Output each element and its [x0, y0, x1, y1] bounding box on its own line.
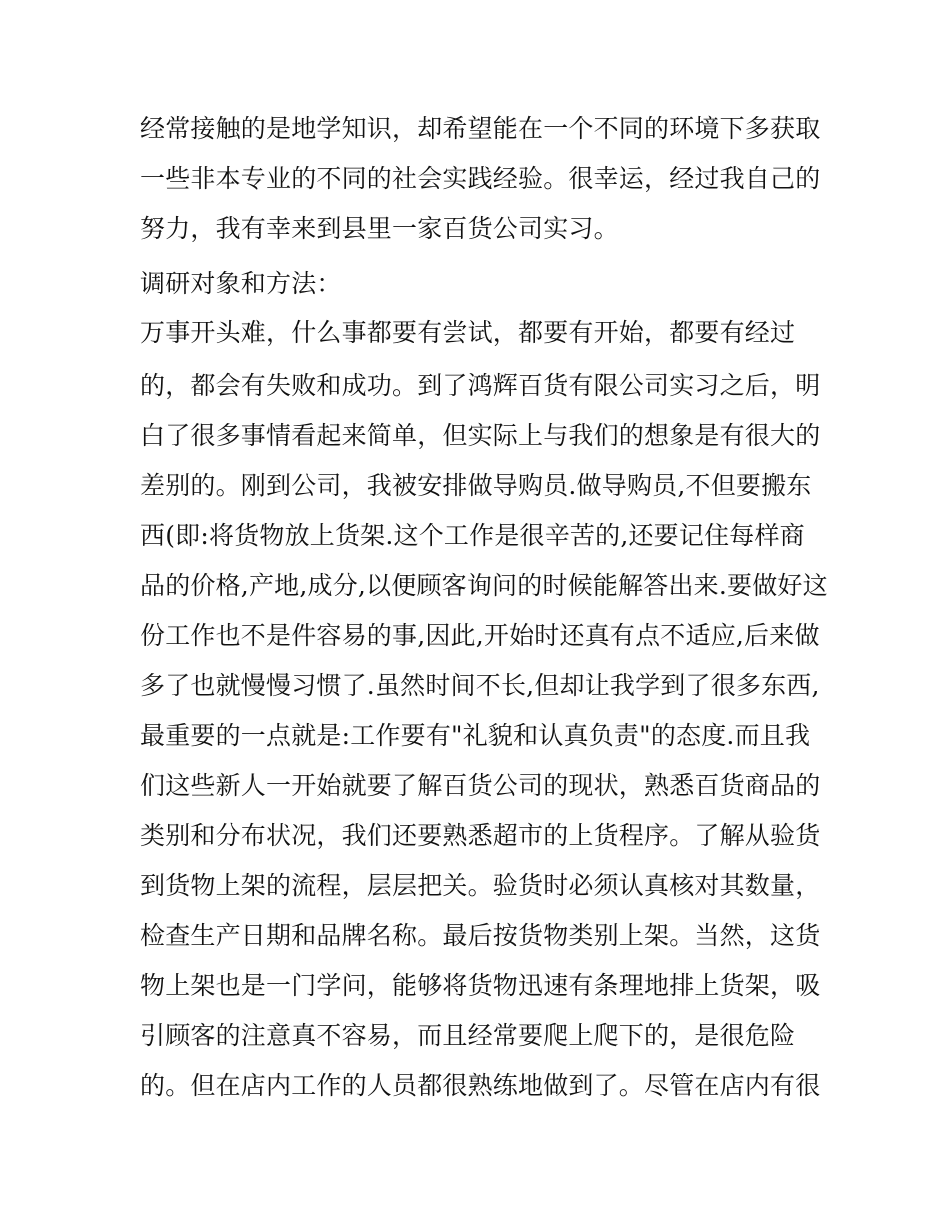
text-line: 西(即:将货物放上货架.这个工作是很辛苦的,还要记住每样商 [140, 521, 805, 550]
text-line: 份工作也不是件容易的事,因此,开始时还真有点不适应,后来做 [140, 621, 820, 650]
text-line: 努力，我有幸来到县里一家百货公司实习。 [140, 214, 619, 243]
text-line: 经常接触的是地学知识，却希望能在一个不同的环境下多获取 [140, 114, 821, 143]
text-line: 物上架也是一门学问，能够将货物迅速有条理地排上货架，吸 [140, 971, 821, 1000]
text-line: 的，都会有失败和成功。到了鸿辉百货有限公司实习之后，明 [140, 371, 821, 400]
text-line: 到货物上架的流程，层层把关。验货时必须认真核对其数量， [140, 871, 821, 900]
text-line: 多了也就慢慢习惯了.虽然时间不长,但却让我学到了很多东西, [140, 671, 820, 700]
text-line: 类别和分布状况，我们还要熟悉超市的上货程序。了解从验货 [140, 821, 821, 850]
text-line: 最重要的一点就是:工作要有"礼貌和认真负责"的态度.而且我 [140, 721, 811, 750]
text-line: 的。但在店内工作的人员都很熟练地做到了。尽管在店内有很 [140, 1071, 821, 1100]
text-line: 们这些新人一开始就要了解百货公司的现状，熟悉百货商品的 [140, 771, 821, 800]
text-line: 白了很多事情看起来简单，但实际上与我们的想象是有很大的 [140, 421, 821, 450]
text-line: 差别的。刚到公司，我被安排做导购员.做导购员,不但要搬东 [140, 471, 812, 500]
text-line: 一些非本专业的不同的社会实践经验。很幸运，经过我自己的 [140, 164, 821, 193]
text-line: 品的价格,产地,成分,以便顾客询问的时候能解答出来.要做好这 [140, 571, 828, 600]
text-line: 引顾客的注意真不容易，而且经常要爬上爬下的，是很危险 [140, 1021, 796, 1050]
text-line: 万事开头难，什么事都要有尝试，都要有开始，都要有经过 [140, 318, 796, 347]
section-heading: 调研对象和方法： [140, 269, 342, 298]
text-line: 检查生产日期和品牌名称。最后按货物类别上架。当然，这货 [140, 921, 821, 950]
